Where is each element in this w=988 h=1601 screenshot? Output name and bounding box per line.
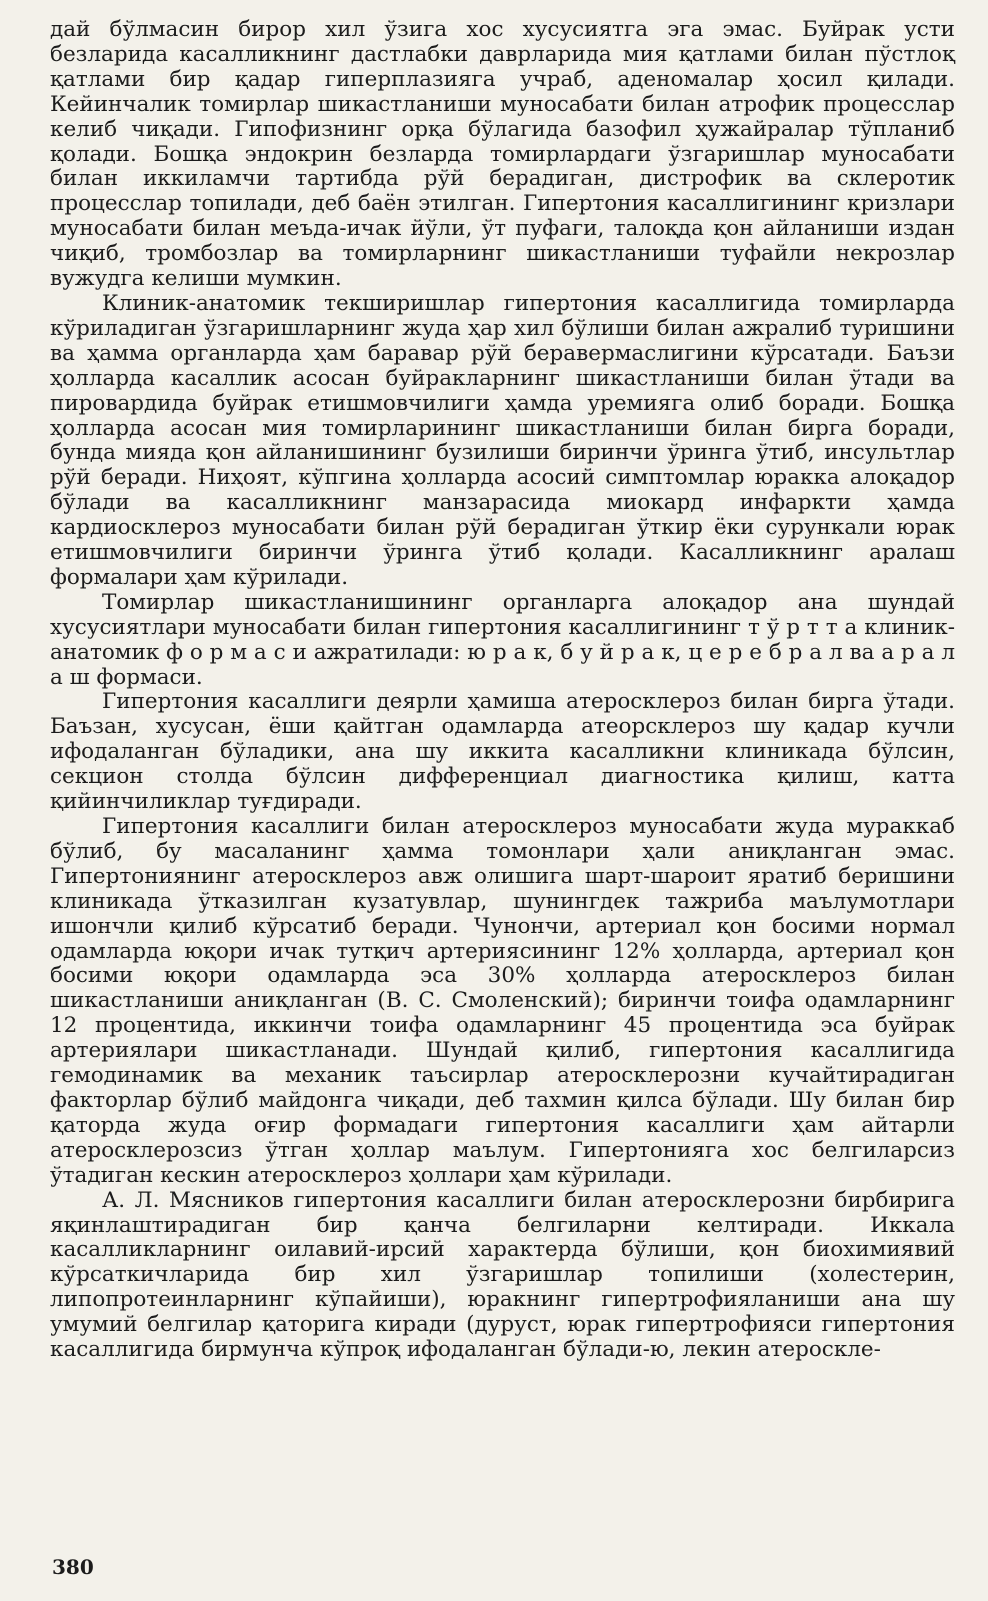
body-text [50, 18, 955, 1363]
paragraph-6: А. Л. Мясников гипертония касаллиги билан атеросклерозни бирбирига яқинлаштирадиган бир қанча белгиларни келтиради. Иккала касалликларнинг оилавий-ирсий характерда бўлиши, қон биохимиявий кўрсаткичларида бир хил ўзгаришлар топилиши (холестерин, липопротеинларнинг кўпайиши), юракнинг гипертрофияланиши ана шу умумий белгилар қаторига киради (дуруст, юрак гипертрофияси гипертония касаллигида бирмунча кўпроқ ифодаланган бўлади-ю, лекин атероскле- [50, 1187, 955, 1363]
paragraph-5: Гипертония касаллиги билан атеросклероз муносабати жуда мураккаб бўлиб, бу масаланинг ҳамма томонлари ҳали аниқланган эмас. Гипертониянинг атеросклероз авж олишига шарт-шароит яратиб беришини клиникада ўтказилган кузатувлар, шунингдек тажриба маълумотлари ишончли қилиб кўрсатиб беради. Чунончи, артериал қон босими нормал одамларда юқори ичак тутқич артериясининг 12% ҳолларда, артериал қон босими юқори одамларда эса 30% ҳолларда атеросклероз билан шикастланиши аниқланган (В. С. Смоленский); биринчи тоифа одамларнинг 12 процентида, иккинчи тоифа одамларнинг 45 процентида эса буйрак артериялари шикастланади. Шундай қилиб, гипертония касаллигида гемодинамик ва механик таъсирлар атеросклерозни кучайтирадиган факторлар бўлиб майдонга чиқади, деб тахмин қилса бўлади. Шу билан бир қаторда жуда оғир формадаги гипертония касаллиги ҳам айтарли атеросклерозсиз ўтган ҳоллар маълум. Гипертонияга хос белгиларсиз ўтадиган кескин атеросклероз ҳоллари ҳам кўрилади. [50, 814, 955, 1188]
paragraph-3: Томирлар шикастланишининг органларга алоқадор ана шундай хусусиятлари муносабати билан гипертония касаллигининг т ў р т т а клиник-анатомик ф о р м а с и ажратилади: ю р а к, б у й р а к, ц е р е б р а л ва а р а л а ш формаси. [50, 589, 955, 690]
paragraph-4: Гипертония касаллиги деярли ҳамиша атеросклероз билан бирга ўтади. Баъзан, хусусан, ёши қайтган одамларда атеорсклероз шу қадар кучли ифодаланган бўладики, ана шу иккита касалликни клиникада бўлсин, секцион столда бўлсин дифференциал диагностика қилиш, катта қийинчиликлар туғдиради. [50, 689, 955, 815]
paragraph-2: Клиник-анатомик текширишлар гипертония касаллигида томирларда кўриладиган ўзгаришларнинг жуда ҳар хил бўлиши билан ажралиб туришини ва ҳамма органларда ҳам баравар рўй беравермаслигини кўрсатади. Баъзи ҳолларда касаллик асосан буйракларнинг шикастланиши билан ўтади ва пировардида буйрак етишмовчилиги ҳамда уремияга олиб боради. Бошқа ҳолларда асосан мия томирларининг шикастланиши билан бирга боради, бунда мияда қон айланишининг бузилиши биринчи ўринга ўтиб, инсультлар рўй беради. Ниҳоят, кўпгина ҳолларда асосий симптомлар юракка алоқадор бўлади ва касалликнинг манзарасида миокард инфаркти ҳамда кардиосклероз муносабати билан рўй берадиган ўткир ёки сурункали юрак етишмовчилиги биринчи ўринга ўтиб қолади. Касалликнинг аралаш формалари ҳам кўрилади. [50, 290, 955, 590]
paragraph-1: дай бўлмасин бирор хил ўзига хос хусусиятга эга эмас. Буйрак усти безларида касалликнинг дастлабки даврларида мия қатлами билан пўстлоқ қатлами бир қадар гиперплазияга учраб, аденомалар ҳосил қилади. Кейинчалик томирлар шикастланиши муносабати билан атрофик процесслар келиб чиқади. Гипофизнинг орқа бўлагида базофил ҳужайралар тўпланиб қолади. Бошқа эндокрин безларда томирлардаги ўзгаришлар муносабати билан иккиламчи тартибда рўй берадиган, дистрофик ва склеротик процесслар топилади, деб баён этилган. Гипертония касаллигининг кризлари муносабати билан меъда-ичак йўли, ўт пуфаги, талоқда қон айланиши издан чиқиб, тромбозлар ва томирларнинг шикастланиши туфайли некрозлар вужудга келиши мумкин. [50, 17, 955, 292]
page-number: 380 [52, 1555, 94, 1579]
